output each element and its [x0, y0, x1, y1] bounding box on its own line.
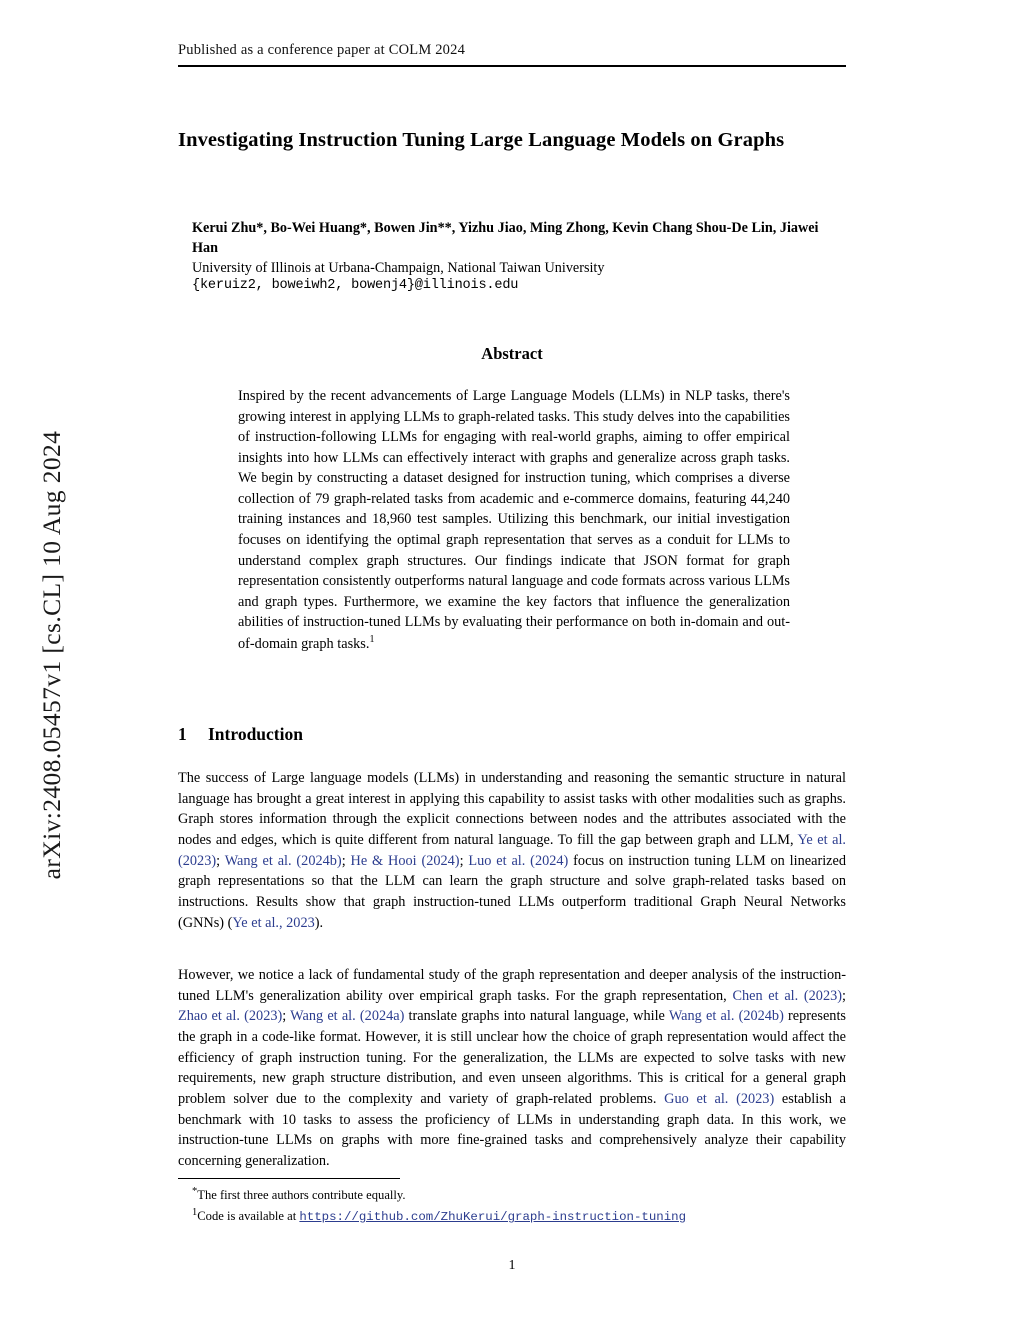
abstract-text	[238, 386, 790, 654]
para1-text-3: ).	[314, 914, 324, 931]
github-repo-link[interactable]: https://github.com/ZhuKerui/graph-instruction-tuning	[299, 1210, 687, 1225]
author-list: Kerui Zhu*, Bo-Wei Huang*, Bowen Jin**, Yizhu Jiao, Ming Zhong, Kevin Chang Shou-De Lin, Jiawei Han	[192, 220, 819, 257]
para2-text-2: translate graphs into natural language, while	[404, 1008, 669, 1025]
footnote-1-text: The first three authors contribute equally.	[197, 1188, 406, 1203]
abstract-body-text: Inspired by the recent advancements of Large Language Models (LLMs) in NLP tasks, there's growing interest in applying LLMs to graph-related tasks. This study delves into the capabilities of instruction-following LLMs for engaging with real-world graphs, aiming to offer empirical insights into how LLMs can effectively interact with graphs and generalize across graph tasks. We begin by constructing a dataset designed for instruction tuning, which comprises a diverse collection of 79 graph-related tasks from academic and e-commerce domains, featuring 44,240 training instances and 18,960 test samples. Utilizing this benchmark, our initial investigation focuses on identifying the optimal graph representation that serves as a conduit for LLMs to understand complex graph structures. Our findings indicate that JSON format for graph representation consistently outperforms natural language and code formats across various LLMs and graph types. Furthermore, we examine the key factors that influence the generalization abilities of instruction-tuned LLMs by evaluating their performance on both in-domain and out-of-domain graph tasks.	[238, 388, 790, 652]
page-title: Investigating Instruction Tuning Large Language Models on Graphs	[178, 129, 785, 151]
footnote-2-text: Code is available at	[197, 1209, 300, 1224]
para2-sep-1: ;	[842, 987, 847, 1004]
affiliation: University of Illinois at Urbana-Champaign, National Taiwan University	[192, 260, 605, 276]
arxiv-stamp: arXiv:2408.05457v1 [cs.CL] 10 Aug 2024	[37, 430, 66, 880]
citation-link[interactable]: Luo et al. (2024)	[468, 852, 569, 869]
footnote-marker-one: 1	[192, 1207, 198, 1219]
page-number: 1	[508, 1258, 516, 1273]
citation-link[interactable]: He & Hooi (2024)	[350, 852, 460, 869]
para1-text-2: focus on instruction tuning LLM on linearized graph representations so that the LLM can learn the graph structure and solve graph-related tasks based on instructions. Results show that graph instruction-tuned LLMs outperform traditional Graph Neural Networks (GNNs) (	[178, 852, 847, 931]
citation-link[interactable]: Ye et al., 2023	[232, 914, 315, 931]
paragraph-1	[178, 768, 846, 933]
citation-link[interactable]: Chen et al. (2023)	[732, 987, 843, 1004]
footnote-2	[178, 1205, 846, 1227]
para2-text-3: represents the graph in a code-like format. However, it is still unclear how the choice of graph representation would affect the efficiency of graph instruction tuning. For the generalization, the LLMs are expected to solve tasks with new requirements, new graph structure distribution, and even unseen algorithms. This is critical for a general graph problem solver due to the complexity and variety of graph-related problems.	[178, 1008, 846, 1107]
footnote-rule	[178, 1178, 400, 1179]
header-rule	[178, 65, 846, 67]
citation-link[interactable]: Zhao et al. (2023)	[178, 1008, 283, 1025]
para2-sep-2: ;	[282, 1008, 291, 1025]
citation-link[interactable]: Guo et al. (2023)	[664, 1090, 775, 1107]
section-title: Introduction	[208, 724, 303, 744]
para2-text-1: However, we notice a lack of fundamental study of the graph representation and deeper analysis of the instruction-tuned LLM's generalization ability over empirical graph tasks. For the graph representation,	[178, 967, 846, 1004]
paragraph-2	[178, 965, 846, 1172]
para1-sep-1: ;	[216, 852, 225, 869]
abstract-footnote-marker: 1	[369, 633, 375, 645]
citation-link[interactable]: Wang et al. (2024b)	[224, 852, 342, 869]
abstract-heading: Abstract	[481, 344, 543, 363]
contact-email: {keruiz2, boweiwh2, bowenj4}@illinois.edu	[192, 278, 519, 293]
citation-link[interactable]: Wang et al. (2024b)	[668, 1008, 784, 1025]
para2-text-4: establish a benchmark with 10 tasks to assess the proficiency of LLMs in understanding graph data. In this work, we instruction-tune LLMs on graphs with more fine-grained tasks and comprehensively analyze their capability concerning generalization.	[178, 1090, 847, 1169]
para1-sep-3: ;	[459, 852, 469, 869]
section-number: 1	[178, 724, 187, 744]
citation-link[interactable]: Wang et al. (2024a)	[290, 1008, 405, 1025]
para1-text-1: The success of Large language models (LLMs) in understanding and reasoning the semantic structure in natural language has brought a great interest in applying this capability to assist tasks with other modalities such as graphs. Graph stores information through the explicit connections between nodes and the attributes associated with the nodes and edges, which is quite different from natural language. To fill the gap between graph and LLM,	[178, 770, 846, 848]
section-heading-introduction	[178, 724, 846, 745]
footnote-marker-asterisk: *	[192, 1186, 198, 1197]
footnote-block	[178, 1184, 846, 1227]
footnote-1	[178, 1184, 846, 1205]
running-head: Published as a conference paper at COLM 2024	[178, 42, 466, 58]
para1-sep-2: ;	[341, 852, 351, 869]
citation-link[interactable]: Ye et al. (2023)	[178, 831, 846, 869]
paper-page	[178, 0, 846, 1325]
